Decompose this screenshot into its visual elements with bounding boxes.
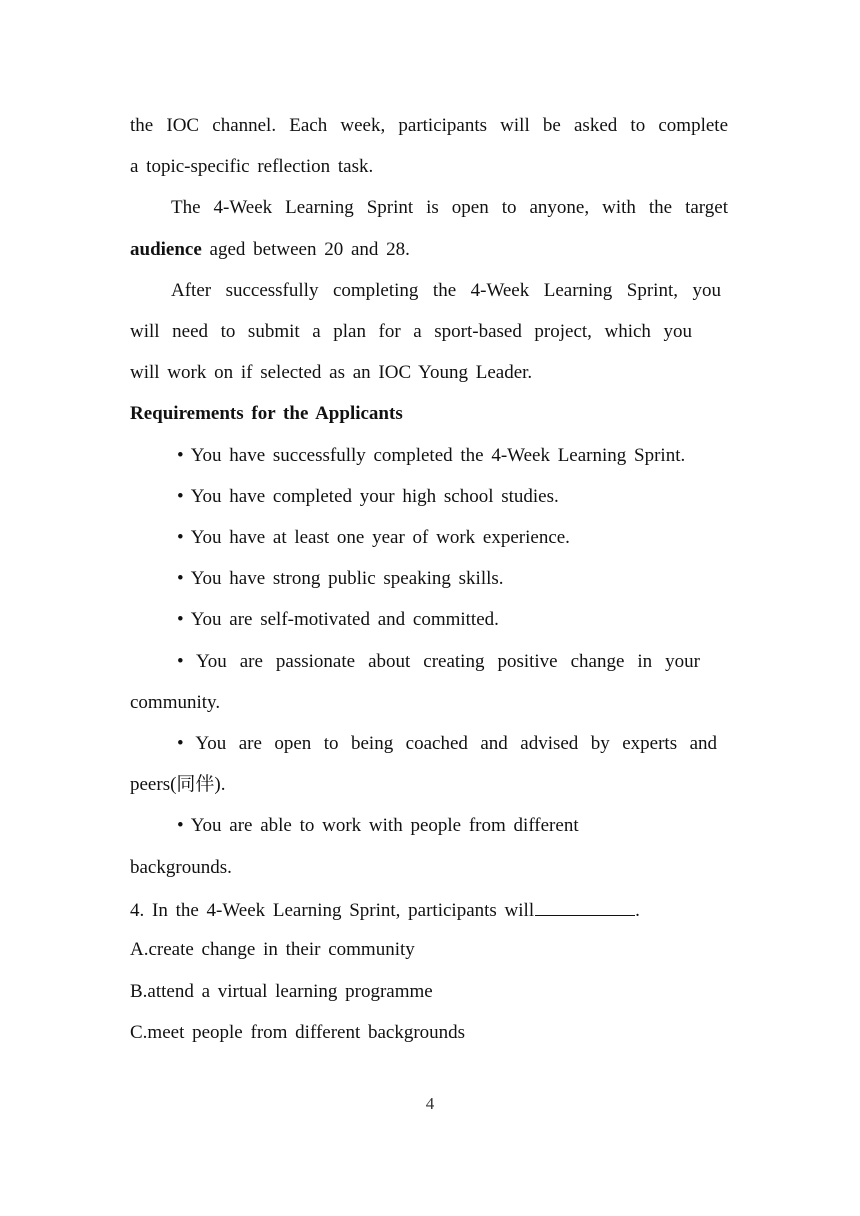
paragraph-after-line-2: will need to submit a plan for a sport-based project, which you: [130, 321, 692, 342]
requirement-item: • You have at least one year of work experience.: [177, 527, 570, 548]
paragraph-open-line-2: [130, 238, 410, 262]
answer-blank: [535, 897, 635, 916]
paragraph-ioc-line-2: a topic-specific reflection task.: [130, 156, 374, 177]
requirement-item: • You have successfully completed the 4-Week Learning Sprint.: [177, 445, 686, 466]
requirement-item-continued: backgrounds.: [130, 857, 232, 878]
requirement-item: • You are able to work with people from different: [177, 815, 579, 836]
question-stem-end: .: [635, 900, 640, 921]
bold-word-audience: audience: [130, 239, 202, 260]
requirement-item-continued: community.: [130, 692, 221, 713]
paragraph-open-line-2-rest: aged between 20 and 28.: [201, 239, 410, 260]
question-stem: [130, 897, 640, 923]
option-a: A.create change in their community: [130, 939, 415, 960]
requirement-item: • You are self-motivated and committed.: [177, 609, 499, 630]
requirement-item-continued: peers(同伴).: [130, 774, 226, 795]
question-stem-text: 4. In the 4-Week Learning Sprint, participants will: [130, 900, 535, 921]
paragraph-ioc-line-1: the IOC channel. Each week, participants will be asked to complete: [130, 115, 728, 136]
paragraph-after-line-3: will work on if selected as an IOC Young Leader.: [130, 362, 533, 383]
requirement-item: • You have completed your high school studies.: [177, 486, 559, 507]
paragraph-open-line-1: The 4-Week Learning Sprint is open to anyone, with the target: [171, 197, 728, 218]
paragraph-after-line-1: After successfully completing the 4-Week Learning Sprint, you: [171, 280, 721, 301]
requirement-item: • You have strong public speaking skills.: [177, 568, 504, 589]
requirement-item: • You are open to being coached and advised by experts and: [177, 733, 717, 754]
option-c: C.meet people from different backgrounds: [130, 1022, 466, 1043]
requirement-item: • You are passionate about creating positive change in your: [177, 651, 700, 672]
page-number: 4: [425, 1094, 435, 1113]
requirements-heading: Requirements for the Applicants: [130, 403, 403, 424]
option-b: B.attend a virtual learning programme: [130, 981, 433, 1002]
